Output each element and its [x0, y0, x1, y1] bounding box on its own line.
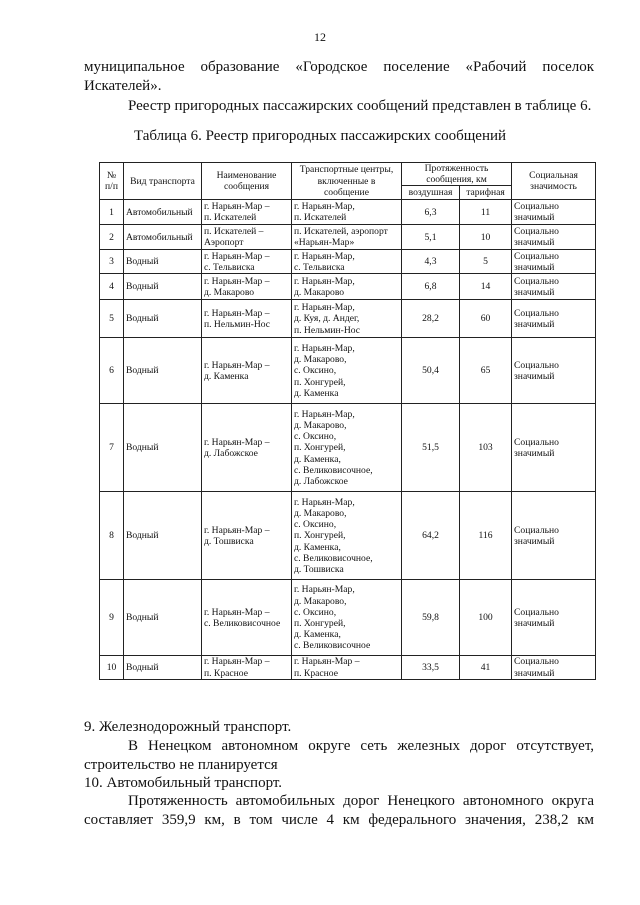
transport-type: Водный	[124, 492, 202, 580]
transport-hubs: г. Нарьян-Мар, д. Макарово, с. Оксино, п. Хонгурей, д. Каменка, с. Великовисочное, д. Тошвиска	[292, 492, 402, 580]
header-name: Наименование сообщения	[202, 163, 292, 200]
section9-heading: 9. Железнодорожный транспорт.	[84, 719, 292, 735]
tariff-distance: 116	[460, 492, 512, 580]
row-number: 2	[100, 225, 124, 250]
intro-line-1: муниципальное образование «Городское поселение «Рабочий поселок	[84, 59, 594, 75]
route-name: г. Нарьян-Мар – п. Нельмин-Нос	[202, 300, 292, 338]
section10-text-line-2: составляет 359,9 км, в том числе 4 км федерального значения, 238,2 км	[84, 812, 594, 828]
air-distance: 28,2	[402, 300, 460, 338]
air-distance: 64,2	[402, 492, 460, 580]
registry-table	[99, 162, 596, 680]
tariff-distance: 5	[460, 250, 512, 274]
tariff-distance: 11	[460, 200, 512, 225]
table-caption: Таблица 6. Реестр пригородных пассажирских сообщений	[133, 128, 507, 144]
table-row	[100, 300, 596, 338]
transport-hubs: г. Нарьян-Мар, п. Искателей	[292, 200, 402, 225]
section9-text-line-1: В Ненецком автономном округе сеть железных дорог отсутствует,	[128, 738, 594, 754]
table-row	[100, 225, 596, 250]
row-number: 8	[100, 492, 124, 580]
social-significance: Социально значимый	[512, 250, 596, 274]
header-air: воздушная	[402, 186, 460, 200]
transport-hubs: п. Искателей, аэропорт «Нарьян-Мар»	[292, 225, 402, 250]
tariff-distance: 14	[460, 274, 512, 300]
social-significance: Социально значимый	[512, 225, 596, 250]
air-distance: 6,3	[402, 200, 460, 225]
air-distance: 59,8	[402, 580, 460, 656]
row-number: 3	[100, 250, 124, 274]
air-distance: 4,3	[402, 250, 460, 274]
air-distance: 50,4	[402, 338, 460, 404]
transport-hubs: г. Нарьян-Мар, д. Макарово, с. Оксино, п. Хонгурей, д. Каменка	[292, 338, 402, 404]
social-significance: Социально значимый	[512, 338, 596, 404]
route-name: п. Искателей – Аэропорт	[202, 225, 292, 250]
intro-line-2: Искателей».	[84, 78, 162, 94]
transport-hubs: г. Нарьян-Мар, д. Макарово, с. Оксино, п. Хонгурей, д. Каменка, с. Великовисочное	[292, 580, 402, 656]
social-significance: Социально значимый	[512, 300, 596, 338]
table-row	[100, 274, 596, 300]
social-significance: Социально значимый	[512, 580, 596, 656]
route-name: г. Нарьян-Мар – д. Каменка	[202, 338, 292, 404]
air-distance: 5,1	[402, 225, 460, 250]
transport-type: Водный	[124, 274, 202, 300]
row-number: 9	[100, 580, 124, 656]
row-number: 10	[100, 656, 124, 679]
row-number: 5	[100, 300, 124, 338]
header-social: Социальная значимость	[512, 163, 596, 200]
route-name: г. Нарьян-Мар – д. Лабожское	[202, 404, 292, 492]
transport-type: Водный	[124, 404, 202, 492]
social-significance: Социально значимый	[512, 492, 596, 580]
air-distance: 51,5	[402, 404, 460, 492]
social-significance: Социально значимый	[512, 404, 596, 492]
social-significance: Социально значимый	[512, 656, 596, 679]
transport-type: Водный	[124, 580, 202, 656]
table-row	[100, 492, 596, 580]
tariff-distance: 100	[460, 580, 512, 656]
page-number: 12	[314, 30, 326, 44]
tariff-distance: 41	[460, 656, 512, 679]
header-type: Вид транспорта	[124, 163, 202, 200]
intro-line-3: Реестр пригородных пассажирских сообщений представлен в таблице 6.	[128, 98, 592, 114]
transport-hubs: г. Нарьян-Мар, д. Макарово	[292, 274, 402, 300]
row-number: 7	[100, 404, 124, 492]
route-name: г. Нарьян-Мар – п. Искателей	[202, 200, 292, 225]
row-number: 6	[100, 338, 124, 404]
social-significance: Социально значимый	[512, 274, 596, 300]
social-significance: Социально значимый	[512, 200, 596, 225]
table-row	[100, 250, 596, 274]
route-name: г. Нарьян-Мар – п. Красное	[202, 656, 292, 679]
table-row	[100, 656, 596, 679]
route-name: г. Нарьян-Мар – с. Тельвиска	[202, 250, 292, 274]
tariff-distance: 65	[460, 338, 512, 404]
tariff-distance: 60	[460, 300, 512, 338]
transport-hubs: г. Нарьян-Мар, с. Тельвиска	[292, 250, 402, 274]
header-num: № п/п	[100, 163, 124, 200]
table-row	[100, 338, 596, 404]
header-hubs: Транспортные центры, включенные в сообщение	[292, 163, 402, 200]
transport-type: Водный	[124, 338, 202, 404]
header-length: Протяженность сообщения, км	[402, 163, 512, 186]
transport-type: Водный	[124, 656, 202, 679]
tariff-distance: 103	[460, 404, 512, 492]
row-number: 4	[100, 274, 124, 300]
transport-hubs: г. Нарьян-Мар, д. Куя, д. Андег, п. Нельмин-Нос	[292, 300, 402, 338]
section10-text-line-1: Протяженность автомобильных дорог Ненецкого автономного округа	[128, 793, 594, 809]
route-name: г. Нарьян-Мар – с. Великовисочное	[202, 580, 292, 656]
transport-type: Водный	[124, 250, 202, 274]
header-tariff: тарифная	[460, 186, 512, 200]
air-distance: 33,5	[402, 656, 460, 679]
table-row	[100, 580, 596, 656]
transport-hubs: г. Нарьян-Мар – п. Красное	[292, 656, 402, 679]
table-row	[100, 404, 596, 492]
air-distance: 6,8	[402, 274, 460, 300]
transport-hubs: г. Нарьян-Мар, д. Макарово, с. Оксино, п. Хонгурей, д. Каменка, с. Великовисочное, д. Лабожское	[292, 404, 402, 492]
table-row	[100, 200, 596, 225]
section9-text-line-2: строительство не планируется	[84, 757, 278, 773]
route-name: г. Нарьян-Мар – д. Тошвиска	[202, 492, 292, 580]
route-name: г. Нарьян-Мар – д. Макарово	[202, 274, 292, 300]
tariff-distance: 10	[460, 225, 512, 250]
transport-type: Автомобильный	[124, 200, 202, 225]
transport-type: Автомобильный	[124, 225, 202, 250]
section10-heading: 10. Автомобильный транспорт.	[84, 775, 283, 791]
row-number: 1	[100, 200, 124, 225]
transport-type: Водный	[124, 300, 202, 338]
